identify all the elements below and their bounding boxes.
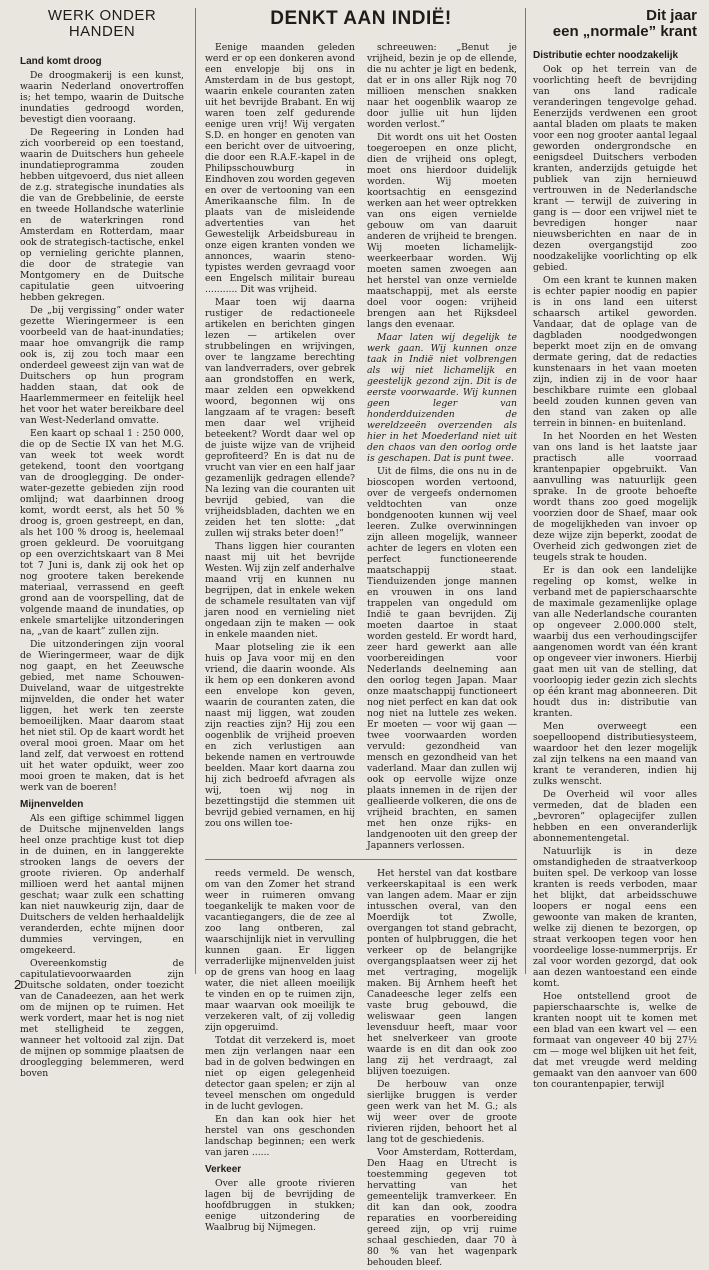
middle-column [205, 8, 517, 1268]
middle-subcolumn-c [205, 868, 355, 1270]
paragraph: Er is dan ook een landelijke regeling op komst, welke in verband met de papierschaarschte de maximale gezamenlijke oplage van alle Nederlandsche couranten op ongeveer 2.000.000 stelt, waarbij dus een verhoudingscijfer aangenomen wordt van één krant op ongeveer vier inwoners. Hierbij gaat men uit van de stelling, dat voorloopig ieder gezin zich slechts op één krant mag abonneeren. Dit houdt dus in: distributie van kranten. [533, 565, 697, 719]
paragraph: reeds vermeld. De wensch, om van den Zomer het strand weer in ruimeren omvang toegankelijk te maken voor de vacantiegangers, die de zee al zoo lang ontberen, zal waarschijnlijk niet in vervulling kunnen gaan. Er liggen verraderlijke mijnenvelden juist op de grens van hoog en laag water, die niet alleen moeilijk te vinden en op te ruimen zijn, maar waarvan ook moeilijk te verzekeren valt, of zij volledig zijn opgeruimd. [205, 868, 355, 1033]
left-heading: WERK ONDER HANDEN [47, 7, 157, 40]
paragraph: Natuurlijk is in deze omstandigheden de straatverkoop buiten spel. De verkoop van losse kranten is reeds verboden, maar het blijkt, dat arbeidsschuwe loopers er nogal eens een gewoonte van maken de kranten, welke zij dienen te bezorgen, op straat verkoopen tegen voor hen voordeelige losse-nummerprijs. Er zal voor worden gezorgd, dat ook aan dezen wantoestand een einde komt. [533, 846, 697, 989]
left-subheading-2: Mijnenvelden [20, 799, 84, 810]
column-rule [525, 8, 526, 974]
page-number: 2 [14, 977, 22, 992]
middle-heading: DENKT AAN INDIË! [270, 8, 452, 29]
paragraph: Overeenkomstig de capitulatievoorwaarden zijn Duitsche soldaten, onder toezicht van de Canadeezen, aan het werk om de mijnen op te ruimen. Het werk vordert, maar het is nog niet met stelligheid te zeggen, wanneer het voltooid zal zijn. Dat de mijnen op sommige plaatsen de drooglegging belemmeren, werd boven [20, 958, 184, 1079]
paragraph: Maar toen wij daarna rustiger de redactioneele artikelen en berichten gingen lezen — artikelen over strubbelingen en wrijvingen, over te langzame berechting van landverraders, over gebrek aan grondstoffen en werk, maar zelden een opwekkend woord, begonnen wij ons langzaam af te vragen: beseft men daar wel vrijheid beteekent? Wordt daar wel op de juiste wijze van de vrijheid geprofiteerd? En is dat nu de vrucht van vier en een half jaar gezamenlijk gedragen ellende? Na lezing van die couranten uit bevrijd gebied, van die vrijheidsbladen, dachten we en zeiden het ten slotte: „dat zullen wij straks beter doen!” [205, 297, 355, 539]
paragraph: En dan kan ook hier het herstel van ons geschonden landschap beginnen; een werk van jaren ...... [205, 1114, 355, 1158]
paragraph: Thans liggen hier couranten naast mij uit het bevrijde Westen. Wij zijn zelf anderhalve maand vrij en kunnen nu begrijpen, dat in enkele weken de schamele resultaten van vijf jaren nood en vernieling niet ongedaan zijn te maken — ook in enkele maanden niet. [205, 541, 355, 640]
paragraph: De herbouw van onze sierlijke bruggen is verder geen werk van het M. G.; als wij weer over de groote rivieren rijden, behoort het al lang tot de geschiedenis. [367, 1079, 517, 1145]
paragraph: Totdat dit verzekerd is, moet men zijn verlangen naar een bad in de golven bedwingen en niet op eigen gelegenheid detector gaan spelen; er zijn al teveel menschen om ongeduld in de lucht gevlogen. [205, 1035, 355, 1112]
middle-article-top [205, 42, 517, 853]
right-heading-line-2: een „normale” krant [552, 23, 697, 40]
middle-subcolumn-b [367, 42, 517, 853]
paragraph: Uit de films, die ons nu in de bioscopen worden vertoond, over de vergeefs ondernomen veldtochten van onze bondgenooten kunnen wij veel leeren. Zulke overwinningen zijn alleen mogelijk, wanneer achter de legers en vloten een perfect functioneerende maatschappij staat. Tienduizenden jonge mannen en vrouwen in ons land trappelen van ongeduld om Indië te gaan bevrijden. Zij moeten daartoe in staat worden gesteld. Er wordt hard, zeer hard gewerkt aan alle voorbereidingen voor Nederlands deelneming aan den oorlog tegen Japan. Maar onze maatschappij functioneert nog niet perfect en kan dat ook nog niet na luttele zes weken. Er moeten — voor wij gaan — twee voorwaarden worden vervuld: gezondheid van mensch en gezondheid van het vaderland. Maar dan zullen wij ook op eervolle wijze onze plaats innemen in de rijen der geallieerde volkeren, die ons de vrijheid brachten, en samen met hen onze rijks- en landgenooten uit den greep der Japanners verlossen. [367, 466, 517, 851]
middle-subcolumn-d [367, 868, 517, 1270]
paragraph: Die uitzonderingen zijn vooral de Wieringermeer, waar de dijk nog gaapt, en het Zeeuwsche gebied, met name Schouwen-Duiveland, waar de uitgestrekte mijnvelden, die onder het water liggen, het werk ten zeerste bemoeilijken. Maar daarom staat het niet stil. Op de kaart wordt het overal mooi groen. Maar om het land zelf, dat verwoest en rottend uit het water opduikt, weer zoo mooi groen te maken, dat is het werk van de boeren! [20, 639, 184, 793]
right-heading-line-1: Dit jaar [646, 7, 697, 24]
paragraph: Ook op het terrein van de voorlichting heeft de bevrijding van ons land radicale veranderingen tengevolge gehad. Eenerzijds verdwenen een groot aantal bladen om plaats te maken voor een nog grooter aantal legaal geworden ondergrondsche en eenigsdeel Duitschers verboden kranten, anderzijds getuigde het publiek van zijn hernieuwd vertrouwen in de Nederlandsche krant — terwijl de zuivering in gang is — door een vrijwel niet te bevredigen honger naar nieuwsberichten en naar de in dezen overgangstijd zoo noodzakelijke voorlichting op elk gebied. [533, 64, 697, 273]
paragraph: De „bij vergissing” onder water gezette Wieringermeer is een voorbeeld van de haat-inundaties; maar hoe omvangrijk die ramp ook is, zij zou toch maar een onderdeel geweest zijn van wat de Duitschers op hun program hadden staan, dat ook de Haarlemmermeer en feitelijk heel het voor het water bereikbare deel van West-Nederland omvatte. [20, 305, 184, 426]
left-column [20, 7, 184, 1079]
paragraph: schreeuwen: „Benut je vrijheid, bezin je op de ellende, die nu achter je ligt en bedenk, dat er in ons aller Rijk nog 70 millioen menschen snakken naar het oogenblik waarop ze door jullie uit hun lijden worden verlost.” [367, 42, 517, 130]
paragraph: Maar laten wij degelijk te werk gaan. Wij kunnen onze taak in Indië niet volbrengen als wij niet lichamelijk en geestelijk gezond zijn. Dit is de eerste voorwaarde. Wij kunnen geen leger van honderdduizenden de wereldzeeën overzenden als hier in het Moederland niet uit den chaos van den oorlog orde is geschapen. Dat is punt twee. [367, 332, 517, 464]
paragraph: De Regeering in Londen had zich voorbereid op een toestand, waarin de Duitschers hun geheele inundatieprogramma zouden hebben uitgevoerd, dus niet alleen de z.g. strategische inundaties als die van de Grebbelinie, de eerste en tweede Hollandsche waterlinie en de waterkringen rond Amsterdam en Rotterdam, maar ook de strategisch-tactische, enkel op vernieling gerichte plannen, die door de strategie van Montgomery en de Duitsche capitulatie geen uitvoering hebben gekregen. [20, 127, 184, 303]
paragraph: Als een giftige schimmel liggen de Duitsche mijnenvelden langs heel onze prachtige kust tot diep in de duinen, en in langgerekte strooken langs de oevers der groote rivieren. Op anderhalf millioen werd het aantal mijnen geschat; waar zulk een schatting kan niet nauwkeurig zijn, daar de Duitschers de velden herhaaldelijk veranderden, echte mijnen door dummies vervingen, en omgekeerd. [20, 813, 184, 956]
paragraph: Hoe ontstellend groot de papierschaarschte is, welke de kranten noopt uit te komen met een blad van een kwart vel — een formaat van ongeveer 40 bij 27½ cm — moge wel blijken uit het feit, dat met vreugde werd melding gemaakt van den aanvoer van 600 ton courantenpapier, terwijl [533, 991, 697, 1090]
right-heading [533, 8, 697, 40]
middle-subcolumn-a [205, 42, 355, 853]
paragraph: De Overheid wil voor alles vermeden, dat de bladen een „bevroren” oplagecijfer zullen hebben en een onveranderlijk abonnementengetal. [533, 789, 697, 844]
paragraph: Maar plotseling zie ik een huis op Java voor mij en den vriend, die daarin woonde. Als ik hem op een donkeren avond een envelope kon geven, waarin de couranten zaten, die naast mij liggen, wat zouden zijn reacties zijn? Hij zou een oogenblik de vrijheid proeven en zich verlustigen aan bekende namen en vertrouwde beelden. Maar kort daarna zou hij zich bedroefd afvragen als wij, toen wij nog in bezettingstijd die stemmen uit bevrijd gebied vernamen, en hij zou ons willen toe- [205, 642, 355, 829]
paragraph: Dit wordt ons uit het Oosten toegeroepen en onze plicht, dien de vrijheid ons oplegt, moet ons hierdoor duidelijk worden. Wij moeten koortsachtig en eensgezind werken aan het weer optrekken van ons eigen vernielde gebouw om van daaruit anderen de vrijheid te brengen. Wij moeten lichamelijk-weerkeerbaar worden. Wij moeten samen zwoegen aan het herstel van onze vernielde maatschappij, met als eerste doel voor oogen: vrijheid brengen aan het Rijksdeel langs den evenaar. [367, 132, 517, 330]
paragraph: Voor Amsterdam, Rotterdam, Den Haag en Utrecht is toestemming gegeven tot hervatting van het gemeentelijk tramverkeer. En dit kan dan ook, zoodra reparaties en voorbereiding gereed zijn, op vrij ruime schaal geschieden, daar 70 à 80 % van het wagenpark behouden bleef. [367, 1147, 517, 1268]
right-column [533, 7, 697, 1090]
column-rule [195, 8, 196, 974]
paragraph: Men overweegt een soepelloopend distributiesysteem, waardoor het den lezer mogelijk zal zijn telkens na een maand van krant te veranderen, indien hij zulks wenscht. [533, 721, 697, 787]
right-subheading: Distributie echter noodzakelijk [533, 50, 679, 61]
verkeer-subheading: Verkeer [205, 1164, 242, 1175]
paragraph: Het herstel van dat kostbare verkeerskapitaal is een werk van langen adem. Maar er zijn intusschen overal, van den Moerdijk tot Zwolle, overgangen tot stand gebracht, ponten of hulpbruggen, die het verkeer op de belangrijke overgangsplaatsen weer zij het met vertraging, mogelijk maken. Bij Arnhem heeft het Canadeesche leger zelfs een vaste brug gebouwd, die weliswaar geen langen levensduur heeft, maar voor het snelverkeer van groote waarde is en dit dan ook zoo lang zij het verdraagt, zal blijven toezuigen. [367, 868, 517, 1077]
paragraph: Eenige maanden geleden werd er op een donkeren avond een envelopje bij ons in Amsterdam in de bus gestopt, waarin enkele couranten zaten uit het bevrijde Brabant. En wij waren toen zelf gedurende eenige uren vrij! Wij vergaten S.D. en honger en genoten van een bericht over de uitvoering, die door een R.A.F.-kapel in de Philipsschouwburg in Eindhoven zou worden gegeven en over de vertooning van een Amerikaansche film. In de plaats van de misleidende advertenties van het Gewestelijk Arbeidsbureau in onze eigen kranten vonden we annonces, waarin steno-typistes werden gevraagd voor een Engelsch militair bureau ........... Dit was vrijheid. [205, 42, 355, 295]
paragraph: Om een krant te kunnen maken is echter papier noodig en papier is in ons land een uiterst schaarsch artikel geworden. Vandaar, dat de oplage van de dagbladen noodgedwongen beperkt moet zijn en de omvang dermate gering, dat de redacties kunstenaars in het vaan moeten zijn, indien zij in de voor haar beschikbare ruimte een globaal beeld zouden kunnen geven van den stand van zaken op alle terrein in binnen- en buitenland. [533, 275, 697, 429]
middle-article-bottom [205, 868, 517, 1270]
paragraph: In het Noorden en het Westen van ons land is het laatste jaar practisch alle voorraad krantenpapier opgebruikt. Van aanvulling was natuurlijk geen sprake. In de groote behoefte wordt thans zoo goed mogelijk voorzien door de Shaef, maar ook de mogelijkheden van invoer op deze wijze zijn beperkt, zoodat de Overheid zich gedwongen ziet de teugels strak te houden. [533, 431, 697, 563]
paragraph: Een kaart op schaal 1 : 250 000, die op de Sectie IX van het M.G. van week tot week wordt getekend, toont den voortgang van de drooglegging. De onder-water-gezette gebieden zijn rood omlijnd; wat daarbinnen droog komt, wordt eerst, als het 50 % droog is, groen gestreept, en dan, als het 100 % droog is, heelemaal groen gekleurd. De vooruitgang op een overzichtskaart van 8 Mei tot 7 Juni is, dank zij ook het op nog grootere taken berekende materiaal, verrassend en geeft grond aan de voorspelling, dat de volgende maand de inundaties, op enkele smartelijke uitzonderingen na, „van de kaart” zullen zijn. [20, 428, 184, 637]
paragraph: De droogmakerij is een kunst, waarin Nederland onovertroffen is; het tempo, waarin de Duitsche inundaties gedroogd worden, bevestigt dien vooraang. [20, 70, 184, 125]
section-divider [205, 859, 517, 860]
paragraph: Over alle groote rivieren lagen bij de bevrijding de hoofdbruggen in stukken; eenige uitzondering de Waalbrug bij Nijmegen. [205, 1178, 355, 1233]
left-subheading-1: Land komt droog [20, 56, 102, 67]
